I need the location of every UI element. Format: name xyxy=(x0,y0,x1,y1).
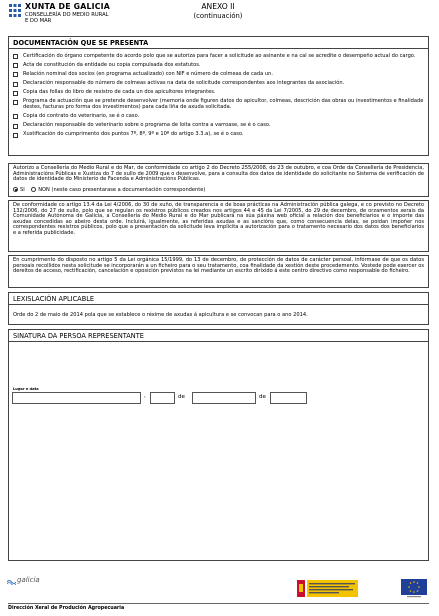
doc-checkbox[interactable] xyxy=(13,63,18,68)
day-field[interactable] xyxy=(150,392,175,404)
eu-flag-icon xyxy=(401,579,427,598)
authorization-section xyxy=(8,163,429,197)
doc-item-relacion-socios xyxy=(13,72,424,78)
legislation-text: Orde do 2 de maio de 2014 pola que se establece o réxime de axudas á apicultura e se convocan para o ano 2014. xyxy=(13,312,308,318)
doc-checkbox[interactable] xyxy=(13,133,18,138)
annex-title: ANEXO II xyxy=(201,2,235,11)
year-field[interactable] xyxy=(270,392,307,404)
annex-subtitle: (continuación) xyxy=(193,12,243,20)
doc-checkbox[interactable] xyxy=(13,72,18,77)
place-field[interactable] xyxy=(12,392,141,404)
radio-si-label: SI xyxy=(20,187,25,194)
doc-checkbox[interactable] xyxy=(13,114,18,119)
authorization-text: Autorizo a Consellería do Medio Rural e do Mar, de conformidade co artigo 2 do Decreto 255/2008, do 23 de outubro, e coa Orde da Consellería de Presidencia, Administracións Públicas e Xustiza do 7 de xullo de 2009 que o desenvolve, para a consulta dos datos de identidade do solicitante no Sistema de verificación de datos de identidade do Ministerio de Facenda e Administracións Públicas. xyxy=(13,165,424,183)
doc-item-programa-actuacion xyxy=(13,99,424,110)
radio-non[interactable] xyxy=(31,187,36,192)
radio-non-label: NON (neste caso presentarase a documentación correspondente) xyxy=(38,187,206,194)
month-field[interactable] xyxy=(192,392,256,404)
galicia-logo: galicia xyxy=(17,576,40,584)
section-divider xyxy=(9,341,428,342)
doc-item-certificacion xyxy=(13,54,424,60)
doc-item-libro-rexistro xyxy=(13,90,424,96)
doc-item-xustificacion xyxy=(13,132,424,138)
doc-item-contrato-veterinario xyxy=(13,114,424,120)
legislation-title: LEXISLACIÓN APLICABLE xyxy=(13,295,95,303)
doc-item-label: Programa de actuación que se pretende desenvolver (memoria onde figuren datos do apicultor, colmeas, descrición das obras ou investimentos e finalidade destes, facturas pro forma dos investimentos) para cada liña de axuda solicitada. xyxy=(23,98,424,111)
documentation-section xyxy=(8,36,429,156)
doc-checkbox[interactable] xyxy=(13,124,18,129)
org-subtitle-line2: E DO MAR xyxy=(25,18,52,24)
doc-item-varroase xyxy=(13,123,424,129)
doc-checkbox[interactable] xyxy=(13,54,18,59)
org-subtitle-line1: CONSELLERÍA DO MEDIO RURAL xyxy=(25,12,109,18)
documentation-list xyxy=(13,54,424,141)
transparency-section xyxy=(8,200,429,252)
doc-item-label: Copia das follas do libro de rexistro de cada un dos apicultores integrantes. xyxy=(23,89,216,96)
section-divider xyxy=(9,304,428,305)
footer-divider xyxy=(8,603,429,604)
signature-section xyxy=(8,329,429,561)
doc-item-declaracion-colmeas xyxy=(13,81,424,87)
documentation-title: DOCUMENTACIÓN QUE SE PRESENTA xyxy=(13,39,149,47)
org-subtitle xyxy=(25,12,109,24)
doc-item-label: Certificación do órgano competente do acordo polo que se autoriza para facer a solicitude ao asinante e na cal se acredite o desempeño actual do cargo. xyxy=(23,53,416,59)
doc-item-label: Acta de constitución da entidade ou copia compulsada dos estatutos. xyxy=(23,62,201,69)
doc-item-label: Declaración responsable do veterinario sobre o programa de loita contra a varroase, se é o caso. xyxy=(23,122,271,129)
doc-item-acta xyxy=(13,63,424,69)
radio-si[interactable] xyxy=(13,187,18,192)
xunta-shield-icon xyxy=(8,3,22,18)
org-name: XUNTA DE GALICIA xyxy=(25,2,111,11)
signature-title: SINATURA DA PERSOA REPRESENTANTE xyxy=(13,332,144,340)
doc-checkbox[interactable] xyxy=(13,100,18,105)
section-divider xyxy=(9,48,428,49)
comma-separator: , xyxy=(144,393,146,399)
doc-checkbox[interactable] xyxy=(13,82,18,87)
data-protection-section xyxy=(8,255,429,288)
doc-checkbox[interactable] xyxy=(13,91,18,96)
legislation-section xyxy=(8,292,429,325)
de-separator-2: de xyxy=(259,394,266,400)
doc-item-label: Relación nominal dos socios (en programa actualizado) con NIF e número de colmeas de cada un. xyxy=(23,71,273,78)
transparency-text: De conformidade co artigo 13.4 da Lei 4/2006, do 30 de xuño, de transparencia e de boas prácticas na Administración pública galega, e co previsto no Decreto 132/2006, do 27 de xullo, polo que se regulan os rexistros públicos creados nos artigos 44 e 45 da Lei 7/2005, do 29 de decembro, de orzamentos xerais da Comunidade Autónoma de Galicia, a Consellería do Medio Rural e do Mar publicará na súa páxina web oficial a relación dos beneficiarios e o importe das axudas concedidas ao abeiro desta orde. Incluirá, igualmente, as referidas axudas e as sancións que, como consecuencia delas, se poidan impoñer nos correspondentes rexistros públicos, polo que a presentación da solicitude leva implícita a autorización para o tratamento necesario dos datos dos beneficiarios e a referida publicidade. xyxy=(13,202,424,236)
galicia-wave-icon xyxy=(7,579,16,585)
spanish-government-logo-icon xyxy=(297,580,358,597)
doc-item-label: Xustificación do cumprimento dos puntos 7º, 8º, 9º e 10º do artigo 3.3.a), se é o caso. xyxy=(23,131,244,138)
data-protection-text: En cumprimento do disposto no artigo 5 da Lei orgánica 15/1999, do 13 de decembro, de protección de datos de carácter persoal, infórmase de que os datos persoais recollidos nesta solicitude se incorporarán a un ficheiro para o seu tratamento, coa finalidade da xestión deste procedemento. Vostede pode exercer os dereitos de acceso, rectificación, cancelación e oposición previstos na lei mediante un escrito dirixido á este centro directivo como responsable do ficheiro. xyxy=(13,257,424,275)
doc-item-label: Declaración responsable do número de colmeas activas na data de solicitude correspondentes aos integrantes da asociación. xyxy=(23,80,345,87)
footer-department: Dirección Xeral de Produción Agropecuaria xyxy=(8,606,125,611)
doc-item-label: Copia do contrato do veterinario, se é o caso. xyxy=(23,113,140,120)
authorization-radio-group xyxy=(13,187,205,193)
place-date-label: Lugar e data xyxy=(13,387,39,391)
de-separator-1: de xyxy=(178,394,185,400)
